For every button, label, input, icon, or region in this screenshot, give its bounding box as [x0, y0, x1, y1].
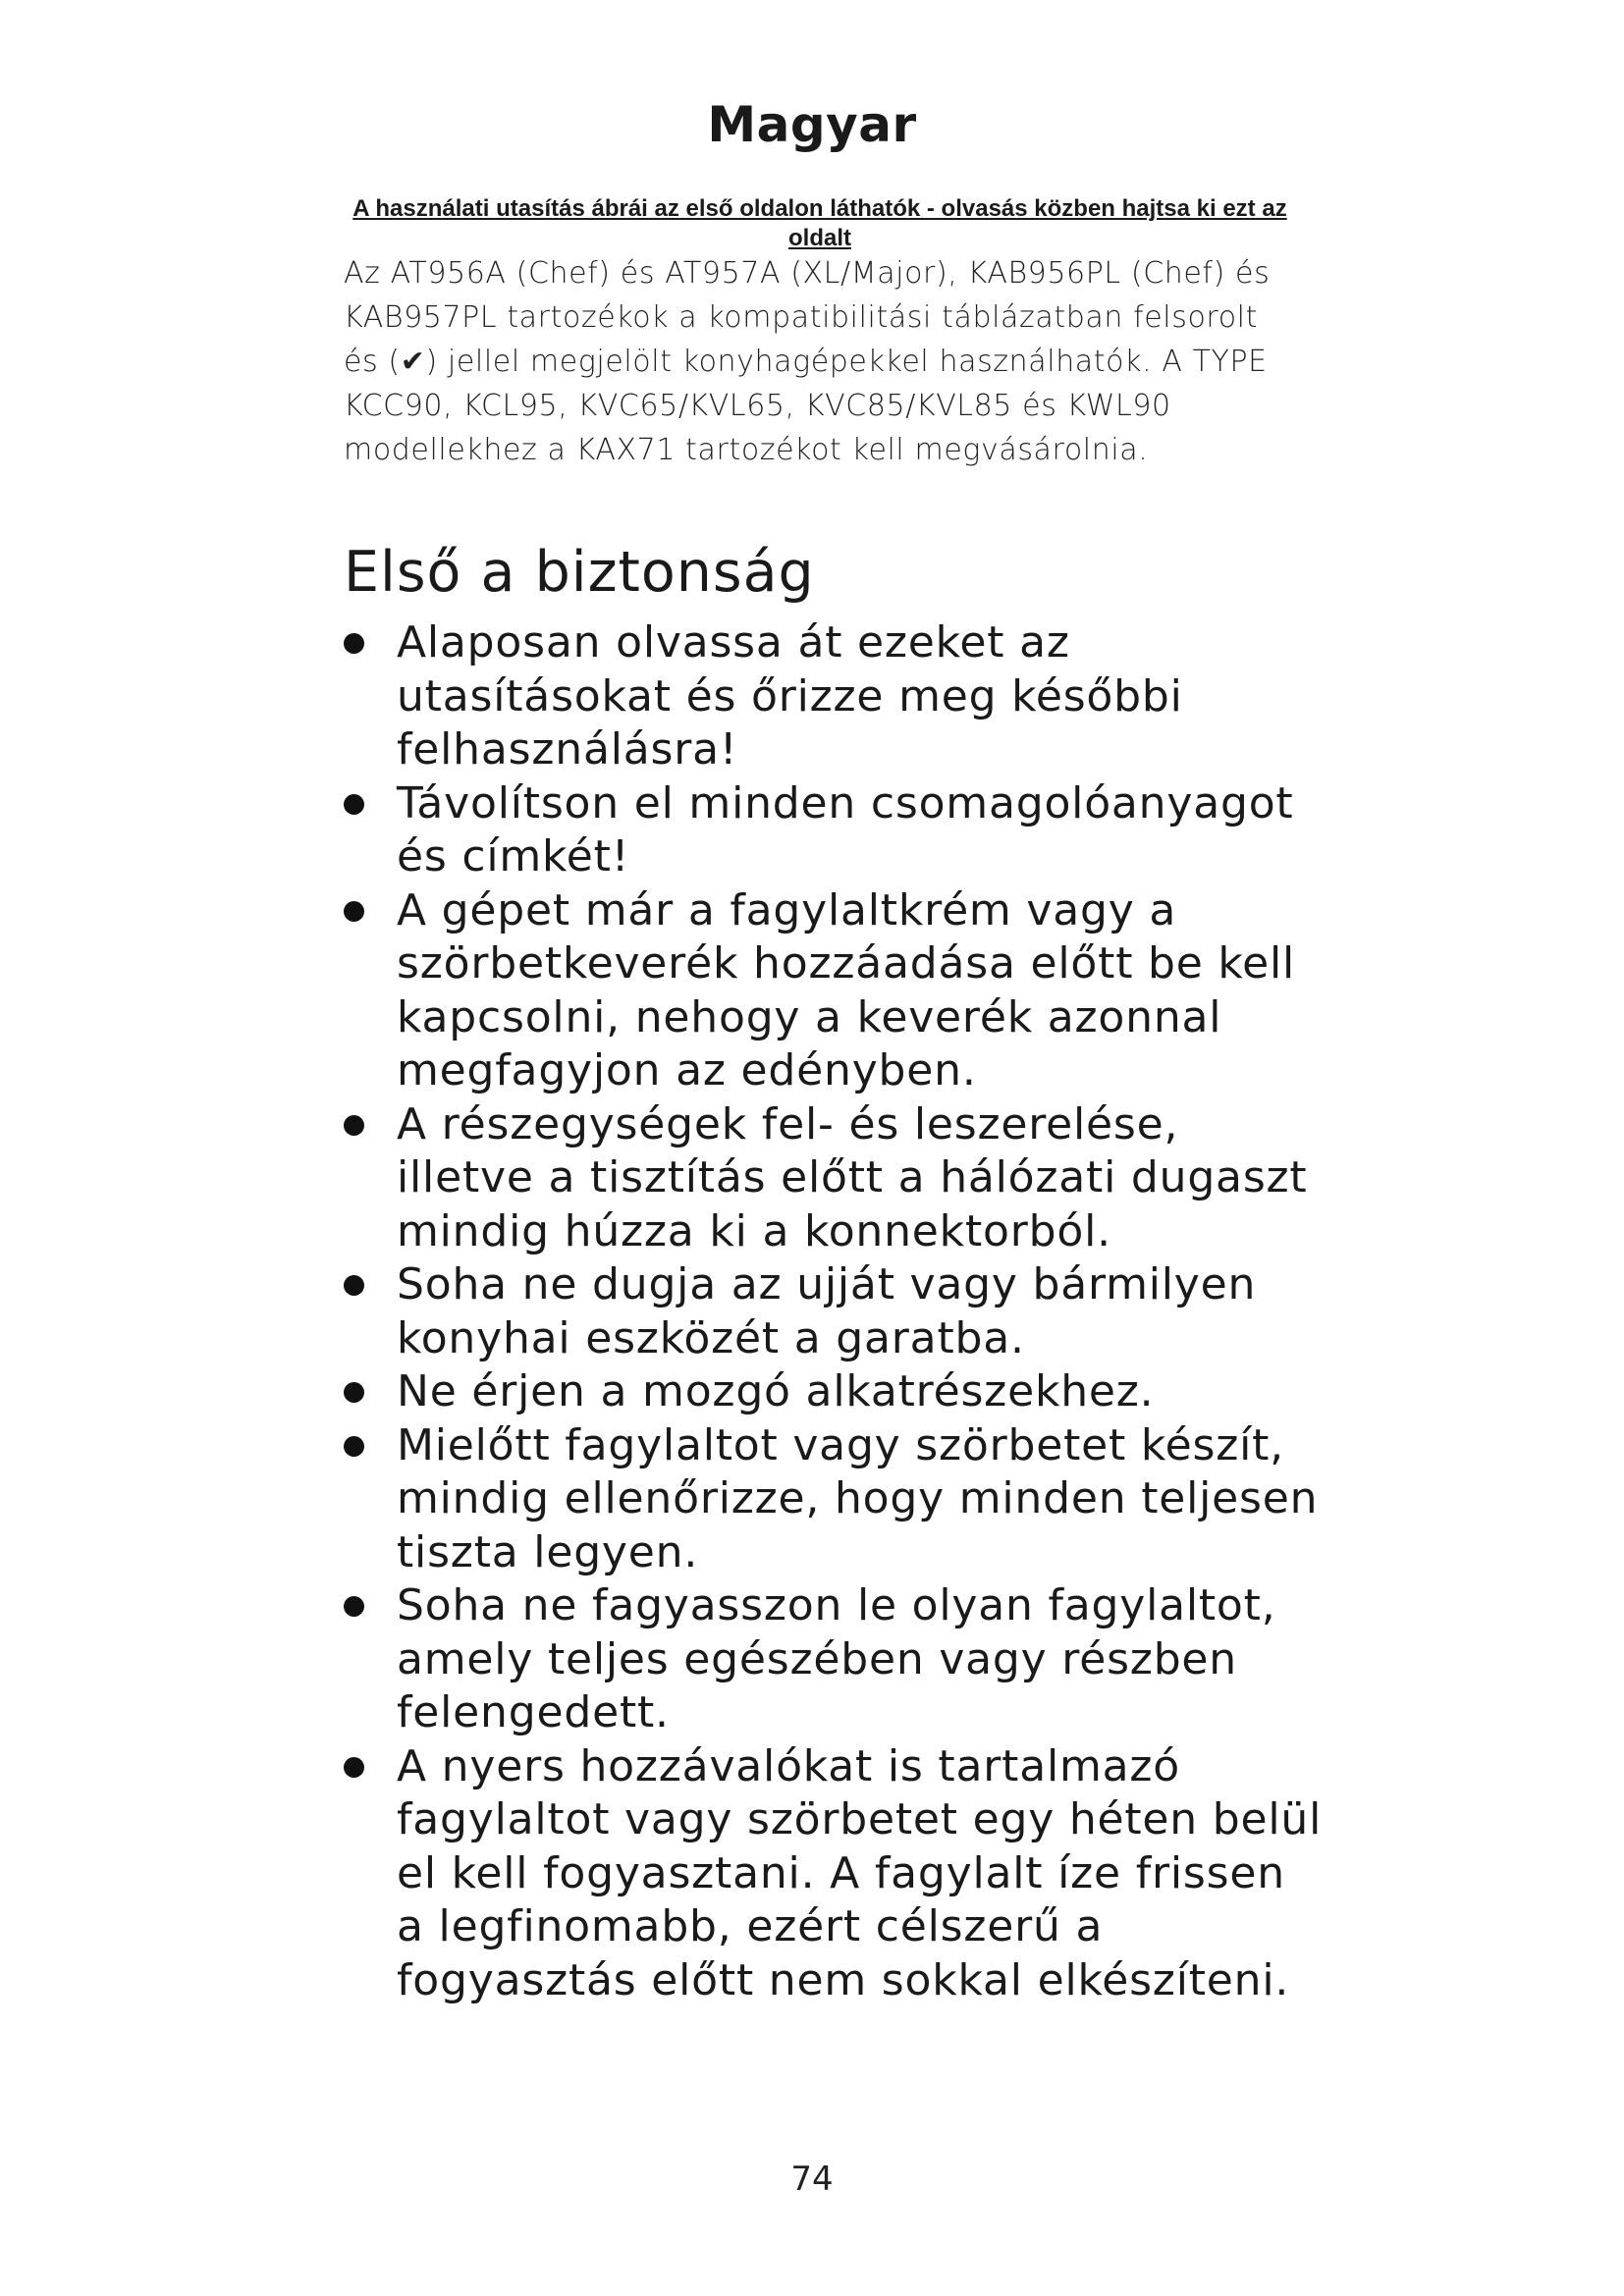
bullet-icon [344, 901, 364, 922]
safety-section-title: Első a biztonság [344, 540, 815, 605]
safety-item-text: Távolítson el minden csomagolóanyagot és címkét! [397, 777, 1294, 881]
bullet-icon [344, 1382, 364, 1403]
safety-item-text: Soha ne fagyasszon le olyan fagylaltot, amely teljes egészében vagy részben felengedett. [397, 1580, 1276, 1737]
page-heading: Magyar [707, 96, 917, 153]
safety-item [344, 1419, 1326, 1580]
safety-list [344, 616, 1326, 2007]
bullet-icon [344, 1436, 364, 1457]
bullet-icon [344, 1275, 364, 1296]
bullet-icon [344, 633, 364, 654]
bullet-icon [344, 794, 364, 815]
safety-item-text: A részegységek fel- és leszerelése, illetve a tisztítás előtt a hálózati dugaszt mindig húzza ki a konnektorból. [397, 1098, 1308, 1256]
safety-item-text: A gépet már a fagylaltkrém vagy a szörbetkeverék hozzáadása előtt be kell kapcsolni, nehogy a keverék azonnal megfagyjon az edényben. [397, 884, 1296, 1095]
safety-item [344, 777, 1326, 884]
foldout-instruction-note: A használati utasítás ábrái az első oldalon láthatók - olvasás közben hajtsa ki ezt az oldalt [352, 195, 1287, 251]
safety-item [344, 616, 1326, 777]
safety-item [344, 884, 1326, 1098]
page-number: 74 [790, 2160, 834, 2199]
safety-item-text: Mielőtt fagylaltot vagy szörbetet készít, mindig ellenőrizze, hogy minden teljesen tiszta legyen. [397, 1419, 1319, 1577]
safety-item [344, 1365, 1326, 1419]
bullet-icon [344, 1596, 364, 1617]
safety-item-text: A nyers hozzávalókat is tartalmazó fagylaltot vagy szörbetet egy héten belül el kell fogyasztani. A fagylalt íze frissen a legfinomabb, ezért célszerű a fogyasztás előtt nem sokkal elkészíteni. [397, 1740, 1323, 2005]
safety-item [344, 1098, 1326, 1259]
safety-item [344, 1740, 1326, 2008]
safety-item-text: Alaposan olvassa át ezeket az utasításokat és őrizze meg későbbi felhasználásra! [397, 617, 1183, 774]
safety-item-text: Soha ne dugja az ujját vagy bármilyen konyhai eszközét a garatba. [397, 1259, 1257, 1363]
safety-item-text: Ne érjen a mozgó alkatrészekhez. [397, 1366, 1155, 1416]
bullet-icon [344, 1115, 364, 1136]
safety-item [344, 1258, 1326, 1365]
bullet-icon [344, 1757, 364, 1778]
safety-item [344, 1579, 1326, 1740]
compatibility-paragraph: Az AT956A (Chef) és AT957A (XL/Major), KAB956PL (Chef) és KAB957PL tartozékok a kompatibilitási táblázatban felsorolt és (✔) jellel megjelölt konyhagépekkel használhatók. A TYPE KCC90, KCL95, KVC65/KVL65, KVC85/KVL85 és KWL90 modellekhez a KAX71 tartozékot kell megvásárolnia. [344, 256, 1271, 467]
